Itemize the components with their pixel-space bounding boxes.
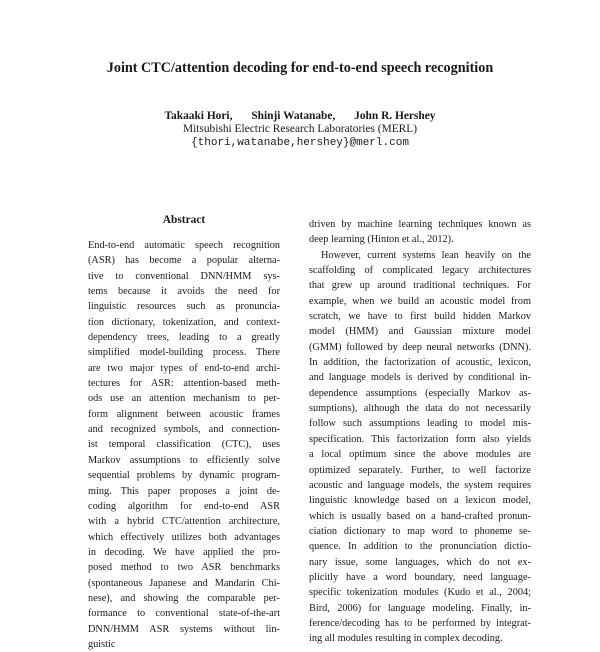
text-line: (ASR) has become a popular alterna- xyxy=(88,255,280,267)
text-line: tems because it avoids the need for xyxy=(88,286,280,298)
text-line: tive to conventional DNN/HMM sys- xyxy=(88,270,280,282)
author-name: John R. Hershey xyxy=(354,110,436,122)
text-line: that grew up around traditional techniques. For xyxy=(309,280,531,292)
text-line: linguistic resources such as pronuncia- xyxy=(88,301,280,313)
text-line: optimized separately. Further, to well factorize xyxy=(309,464,531,476)
text-line: tectures for ASR: attention-based meth- xyxy=(88,378,280,390)
text-line: DNN/HMM ASR systems without lin- xyxy=(88,623,280,635)
text-line: (GMM) followed by deep neural networks (DNN). xyxy=(309,341,531,353)
text-line: In addition, the factorization of acoustic, lexicon, xyxy=(309,357,531,369)
text-line: posed method to two ASR benchmarks xyxy=(88,562,280,574)
text-line: quence. In addition to the pronunciation dictio- xyxy=(309,541,531,553)
text-line: ing all modules resulting in complex decoding. xyxy=(309,633,503,645)
text-line: ods use an attention mechanism to per- xyxy=(88,393,280,405)
author-list xyxy=(0,110,600,122)
text-line: sequential problems by dynamic program- xyxy=(88,470,280,482)
text-line: Bird, 2006) for language modeling. Finally, in- xyxy=(309,602,531,614)
text-line: tion dictionary, tokenization, and context- xyxy=(88,316,280,328)
text-line: nese), and showing the comparable per- xyxy=(88,592,280,604)
text-line: scaffolding of complicated legacy architectures xyxy=(309,265,531,277)
abstract-heading: Abstract xyxy=(162,214,206,226)
paper-title: Joint CTC/attention decoding for end-to-end speech recognition xyxy=(106,60,494,76)
text-line: form alignment between acoustic frames xyxy=(88,408,280,420)
text-line: End-to-end automatic speech recognition xyxy=(88,240,280,251)
text-line: nary issue, some languages, which do not ex- xyxy=(309,556,531,568)
text-line: ference/decoding has to be performed by integrat- xyxy=(309,617,531,629)
author-emails: {thori,watanabe,hershey}@merl.com xyxy=(191,137,409,149)
text-line: and language models is derived by conditional in- xyxy=(309,372,531,384)
affiliation: Mitsubishi Electric Research Laboratories (MERL) xyxy=(182,123,418,135)
text-line: specific tokenization modules (Kudo et al., 2004; xyxy=(309,587,531,599)
text-line: sumptions), although the data do not necessarily xyxy=(309,403,531,415)
text-line: driven by machine learning techniques known as xyxy=(309,219,531,230)
text-line: (spontaneous Japanese and Mandarin Chi- xyxy=(88,577,280,589)
text-line: simplified model-building process. There xyxy=(88,347,280,359)
text-line: ist temporal classification (CTC), uses xyxy=(88,439,280,451)
text-line: Markov assumptions to efficiently solve xyxy=(88,454,280,466)
author-name: Shinji Watanabe, xyxy=(251,110,336,122)
text-line: which is usually based on a hand-crafted pronun- xyxy=(309,510,531,522)
text-line: linguistic knowledge based on a lexicon model, xyxy=(309,495,531,507)
author-name: Takaaki Hori, xyxy=(164,110,233,122)
text-line: and recognized symbols, and connection- xyxy=(88,424,280,436)
text-line: guistic xyxy=(88,638,116,650)
text-line: dependence assumptions (especially Markov as- xyxy=(309,387,531,399)
text-line: model (HMM) and Gaussian mixture model xyxy=(309,326,531,338)
text-line: acoustic and language models, the system requires xyxy=(309,479,531,491)
text-line: formance to conventional state-of-the-art xyxy=(88,608,280,620)
text-line: specification. This factorization form also yields xyxy=(309,433,531,445)
text-line: plicitly have a word boundary, need language- xyxy=(309,571,531,583)
text-line: coding algorithm for end-to-end ASR xyxy=(88,500,280,512)
text-line: are two major types of end-to-end archi- xyxy=(88,362,280,374)
text-line: scratch, we have to first build hidden Markov xyxy=(309,311,531,323)
text-line: follow such assumptions leading to model mis- xyxy=(309,418,531,430)
text-line: example, when we build an acoustic model from xyxy=(309,295,531,307)
text-line: ming. This paper proposes a joint de- xyxy=(88,485,280,497)
body-text xyxy=(309,217,531,647)
text-line: deep learning (Hinton et al., 2012). xyxy=(309,234,454,246)
text-line: ciation dictionary to map word to phoneme se- xyxy=(309,525,531,537)
text-line: which effectively utilizes both advantages xyxy=(88,531,280,543)
text-line: in decoding. We have applied the pro- xyxy=(88,546,280,558)
text-line: with a hybrid CTC/attention architecture, xyxy=(88,516,280,528)
text-line: a local optimum since the above modules are xyxy=(309,449,531,461)
text-line: dependency trees, leading to a greatly xyxy=(88,332,280,344)
text-line: However, current systems lean heavily on the xyxy=(321,249,531,261)
abstract-text xyxy=(88,238,280,652)
